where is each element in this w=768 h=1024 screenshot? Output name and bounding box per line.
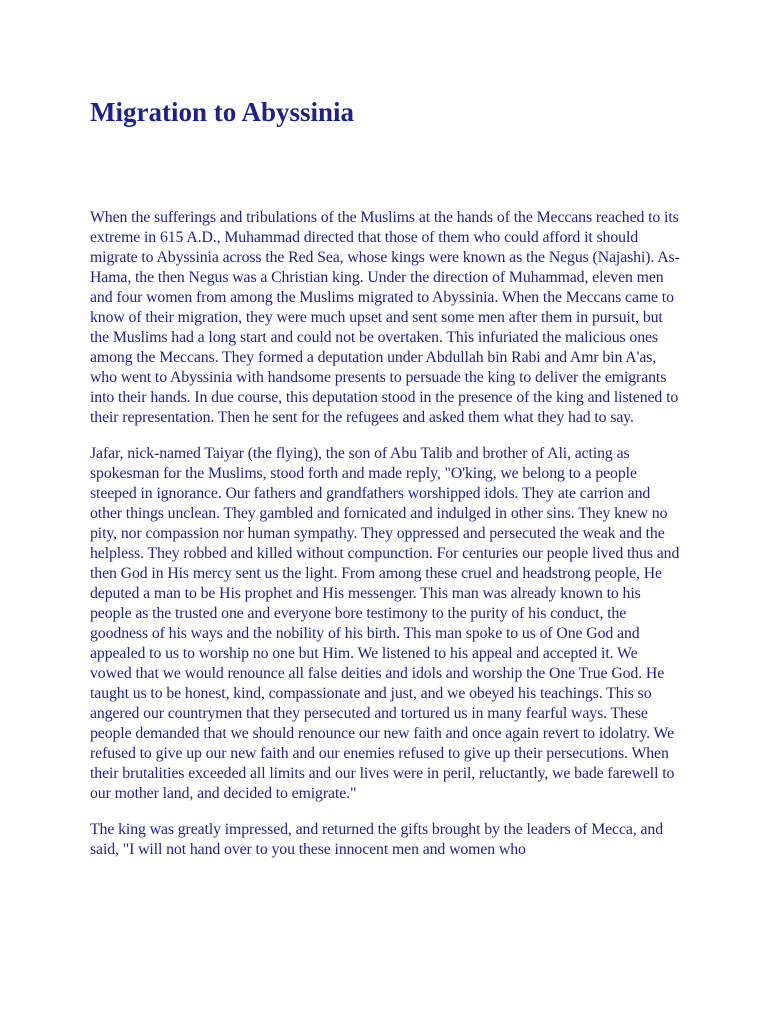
paragraph-3: The king was greatly impressed, and returned the gifts brought by the leaders of Mecca, and said, "I will not hand over to you these innocent men and women who (90, 821, 664, 858)
paragraph-2: Jafar, nick-named Taiyar (the flying), the son of Abu Talib and brother of Ali, acting as spokesman for the Muslims, stood forth and made reply, "O'king, we belong to a people steeped in ignorance. Our fathers and grandfathers worshipped idols. They ate carrion and other things unclean. They gambled and fornicated and indulged in other sins. They knew no pity, nor compassion nor human sympathy. They oppressed and persecuted the weak and the helpless. They robbed and killed without compunction. For centuries our people lived thus and then God in His mercy sent us the light. From among these cruel and headstrong people, He deputed a man to be His prophet and His messenger. This man was already known to his people as the trusted one and everyone bore testimony to the purity of his conduct, the goodness of his ways and the nobility of his birth. This man spoke to us of One God and appealed to us to worship no one but Him. We listened to his appeal and accepted it. We vowed that we would renounce all false deities and idols and worship the One True God. He taught us to be honest, kind, compassionate and just, and we obeyed his teachings. This so angered our countrymen that they persecuted and tortured us in many fearful ways. These people demanded that we should renounce our new faith and once again revert to idolatry. We refused to give up our new faith and our enemies refused to give up their persecutions. When their brutalities exceeded all limits and our lives were in peril, reluctantly, we bade farewell to our mother land, and decided to emigrate." (90, 445, 680, 802)
document-title: Migration to Abyssinia (90, 97, 355, 127)
document-body (90, 208, 682, 860)
paragraph-1: When the sufferings and tribulations of the Muslims at the hands of the Meccans reached to its extreme in 615 A.D., Muhammad directed that those of them who could afford it should migrate to Abyssinia across the Red Sea, whose kings were known as the Negus (Najashi). As-Hama, the then Negus was a Christian king. Under the direction of Muhammad, eleven men and four women from among the Muslims migrated to Abyssinia. When the Meccans came to know of their migration, they were much upset and sent some men after them in pursuit, but the Muslims had a long start and could not be overtaken. This infuriated the malicious ones among the Meccans. They formed a deputation under Abdullah bin Rabi and Amr bin A'as, who went to Abyssinia with handsome presents to persuade the king to deliver the emigrants into their hands. In due course, this deputation stood in the presence of the king and listened to their representation. Then he sent for the refugees and asked them what they had to say. (90, 209, 680, 426)
